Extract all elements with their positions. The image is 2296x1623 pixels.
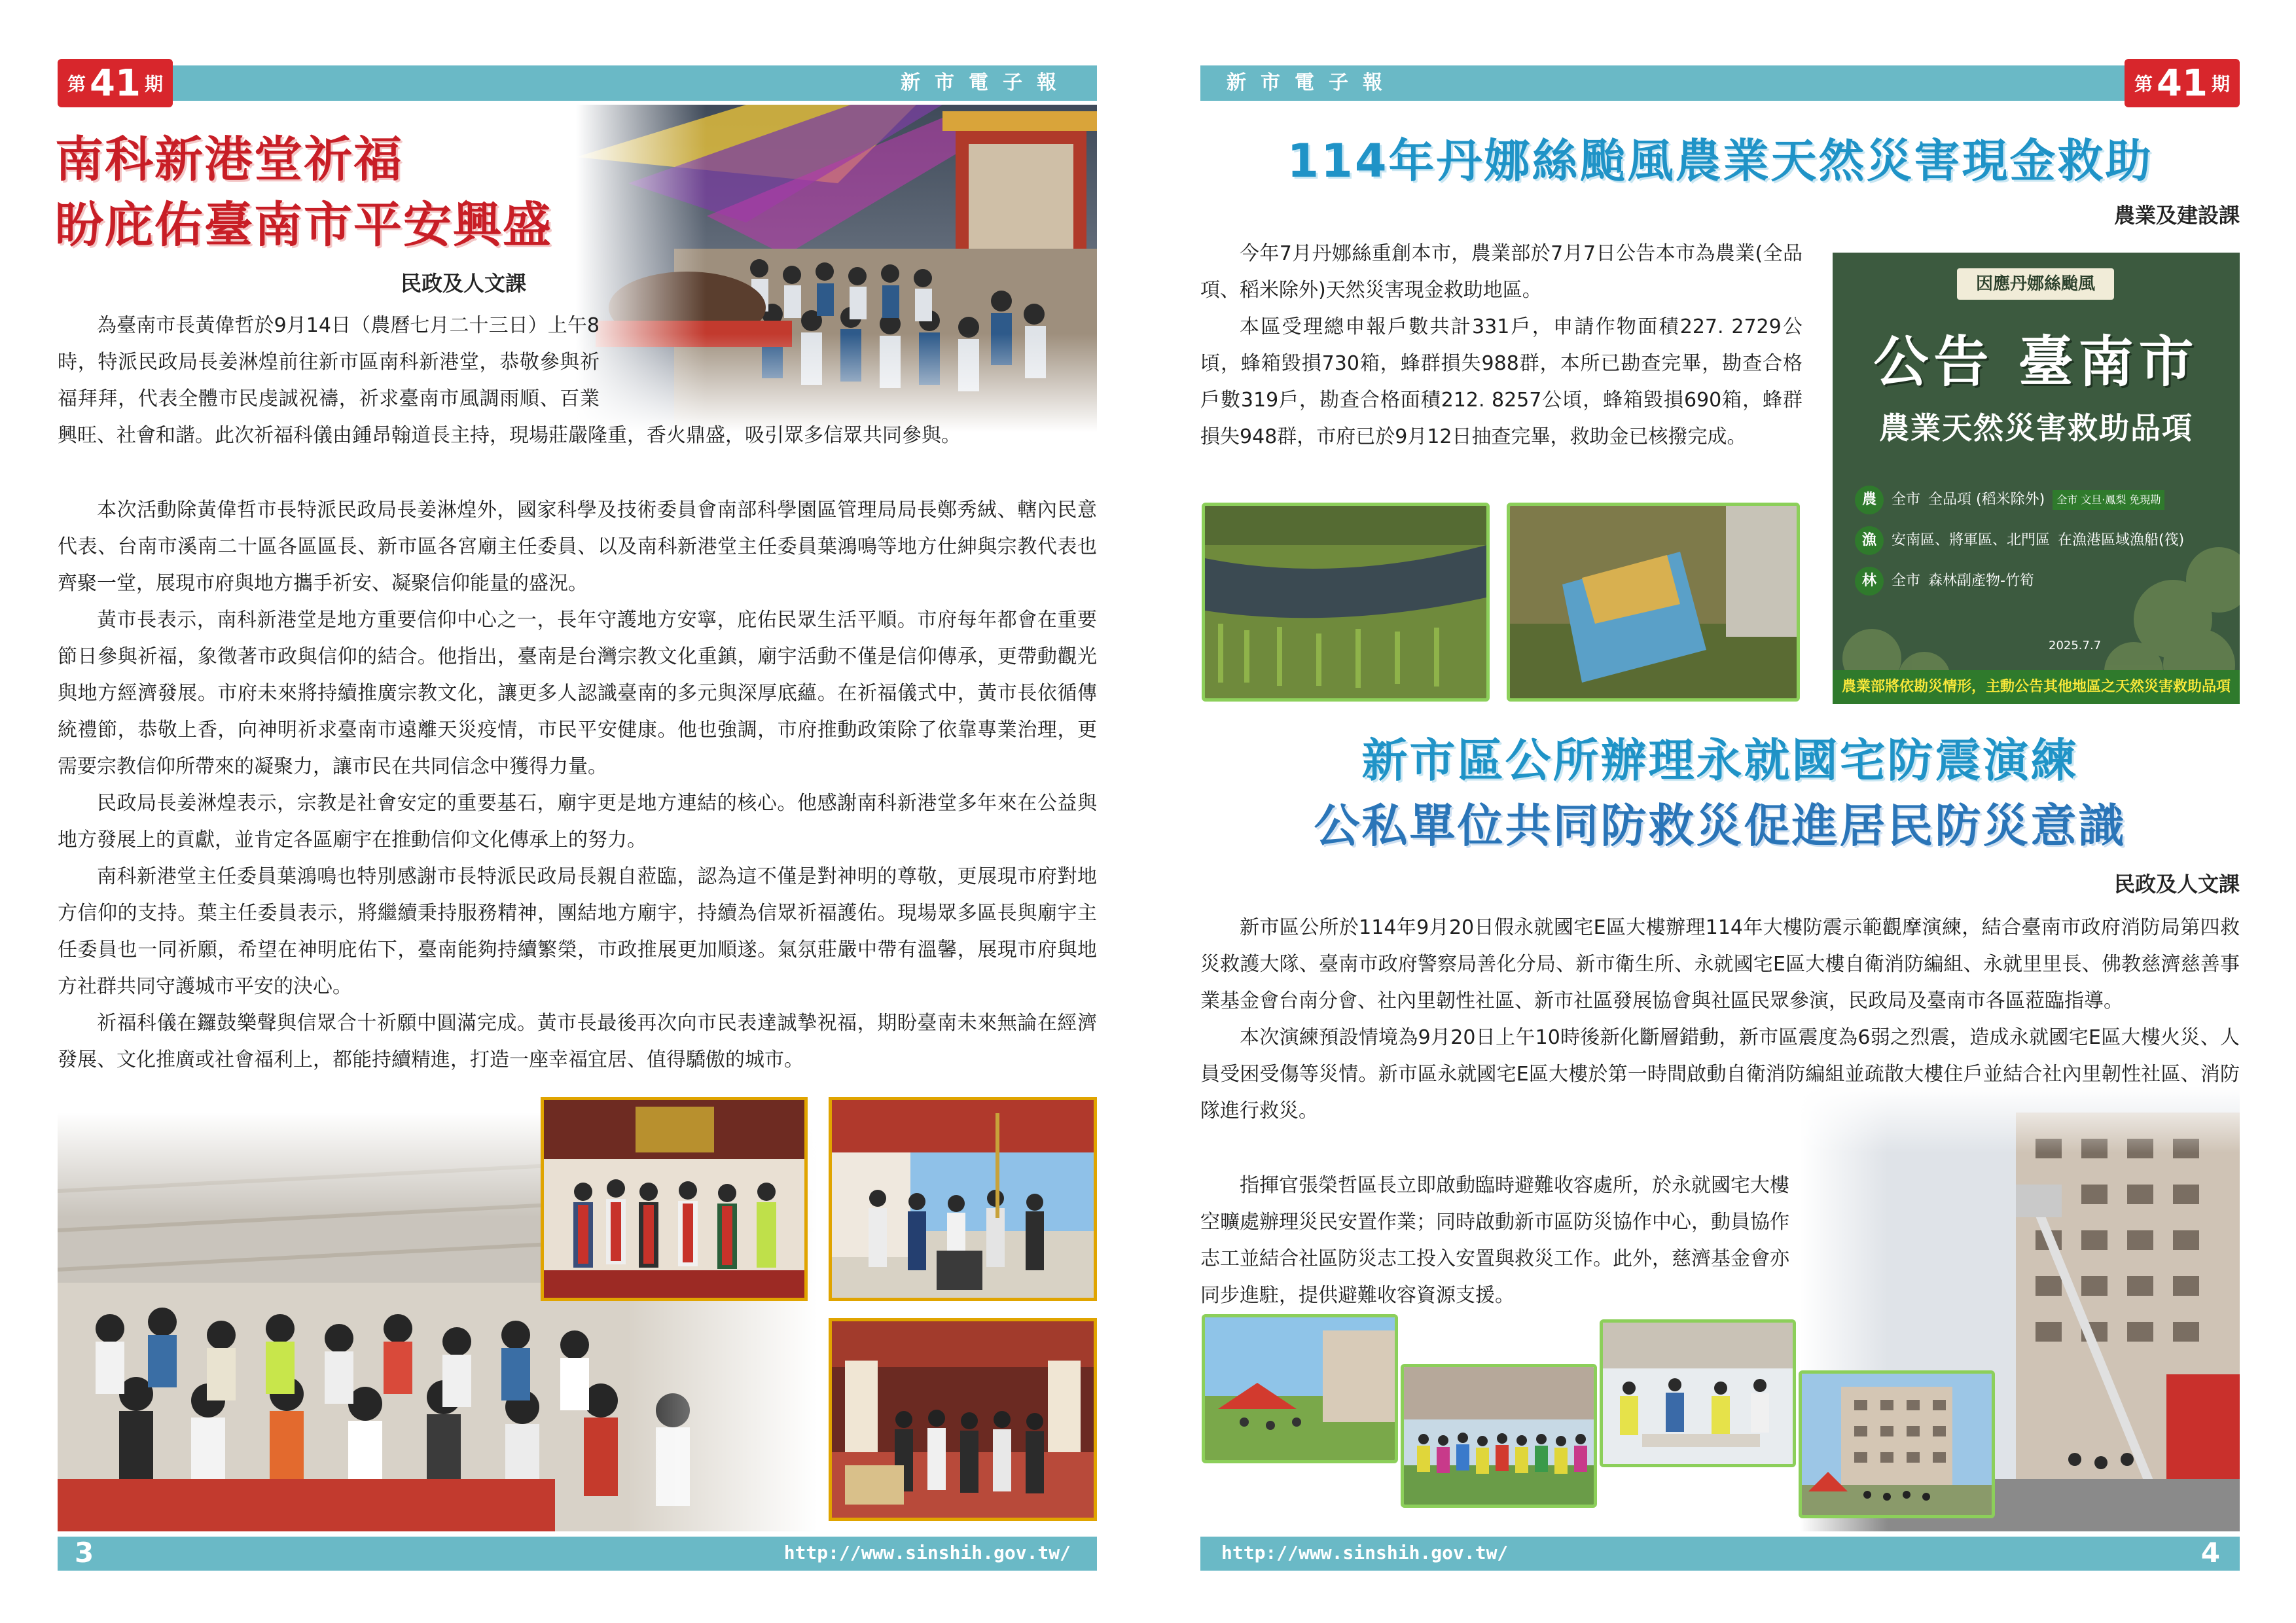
left-header-band — [58, 65, 1097, 101]
poster-row-2-badge: 漁 — [1855, 526, 1884, 555]
poster-date: 2025.7.7 — [2049, 639, 2102, 652]
issue-suffix: 期 — [144, 73, 163, 95]
damaged-beehive-photo — [1507, 503, 1800, 702]
article3-paragraph-1: 新市區公所於114年9月20日假永就國宅E區大樓辦理114年大樓防震示範觀摩演練，結合臺南市政府消防局第四救災救護大隊、臺南市政府警察局善化分局、新市衛生所、永就國宅E區大樓自衛消防編組、永就里里長、佛教慈濟慈善事業基金會台南分會、社內里韌性社區、新市社區發展協會與社區民眾參演，民政局及臺南市各區蒞臨指導。 — [1200, 916, 2240, 1012]
incense-offering-photo-1 — [541, 1097, 808, 1301]
article1-title-line2: 盼庇佑臺南市平安興盛 — [55, 197, 552, 253]
right-footer-band — [1200, 1537, 2240, 1571]
poster-row-3 — [1855, 564, 2221, 598]
article1-paragraph-2: 本次活動除黃偉哲市長特派民政局長姜淋煌外，國家科學及技術委員會南部科學園區管理局局長鄭秀絨、轄內民意代表、台南市溪南二十區各區區長、新市區各宮廟主任委員、以及南科新港堂主任委員葉鴻鳴等地方仕紳與宗教代表也齊聚一堂，展現市府與地方攜手祈安、凝聚信仰能量的盛況。 — [58, 499, 1097, 595]
article1-paragraph-6: 祈福科儀在鑼鼓樂聲與信眾合十祈願中圓滿完成。黃市長最後再次向市民表達誠摯祝福，期盼臺南未來無論在經濟發展、文化推廣或社會福利上，都能持續精進，打造一座幸福宜居、值得驕傲的城市。 — [58, 1012, 1097, 1071]
poster-row-3-area: 全市 — [1892, 573, 1921, 589]
issue-number: 41 — [2157, 62, 2208, 105]
left-newspaper-name: 新市電子報 — [901, 71, 1071, 94]
right-footer-url[interactable]: http://www.sinshih.gov.tw/ — [1221, 1542, 1509, 1563]
right-page-number: 4 — [2200, 1537, 2220, 1569]
poster-row-3-items: 森林副產物-竹筍 — [1928, 573, 2034, 589]
issue-prefix: 第 — [2134, 73, 2153, 95]
right-issue-badge — [2125, 59, 2240, 107]
article1-paragraph-4: 民政局長姜淋煌表示，宗教是社會安定的重要基石，廟宇更是地方連結的核心。他感謝南科新港堂多年來在公益與地方發展上的貢獻，並肯定各區廟宇在推動信仰文化傳承上的努力。 — [58, 792, 1097, 851]
article3-paragraph-3: 指揮官張榮哲區長立即啟動臨時避難收容處所，於永就國宅大樓空曠處辦理災民安置作業；同時啟動新市區防災協作中心，動員協作志工並結合社區防災志工投入安置與救災工作。此外，慈濟基金會亦同步進駐，提供避難收容資源支援。 — [1200, 1174, 1789, 1307]
right-newspaper-name: 新市電子報 — [1227, 71, 1397, 94]
issue-number: 41 — [90, 62, 141, 105]
article2-body — [1200, 236, 1803, 455]
article2-title: 114年丹娜絲颱風農業天然災害現金救助 — [1287, 134, 2153, 188]
poster-caption: 農業部將依勘災情形，主動公告其他地區之天然災害救助品項 — [1833, 670, 2240, 704]
poster-subhead: 農業天然災害救助品項 — [1879, 410, 2193, 446]
article1-title-line1: 南科新港堂祈福 — [55, 132, 403, 188]
article1-body — [58, 492, 1097, 1079]
article1-paragraph-1 — [58, 308, 1097, 454]
article1-paragraph-1-text: 為臺南市長黃偉哲於9月14日（農曆七月二十三日）上午8時，特派民政局長姜淋煌前往新市區南科新港堂，恭敬參與祈福拜拜，代表全體市民虔誠祝禱，祈求臺南市風調雨順、百業興旺、社會和諧。此次祈福科儀由鍾昂翰道長主持，現場莊嚴隆重，香火鼎盛，吸引眾多信眾共同參與。 — [58, 314, 961, 447]
poster-row-2-area: 安南區、將軍區、北門區 — [1892, 532, 2051, 548]
poster-row-2-items: 在漁港區域漁船(筏) — [2058, 532, 2185, 548]
article3-department: 民政及人文課 — [2113, 872, 2240, 897]
drill-building-photo — [1799, 1370, 1995, 1518]
poster-row-1-area: 全市 — [1892, 491, 1921, 508]
drill-tent-photo — [1202, 1314, 1398, 1463]
poster-row-1-badge: 農 — [1855, 486, 1884, 514]
poster-row-1-items: 全品項 (稻米除外) — [1928, 491, 2045, 508]
left-issue-badge — [58, 59, 173, 107]
flooded-field-photo — [1202, 503, 1490, 702]
agriculture-relief-poster — [1833, 253, 2240, 704]
article1-paragraph-5: 南科新港堂主任委員葉鴻鳴也特別感謝市長特派民政局長親自蒞臨，認為這不僅是對神明的尊敬，更展現市府對地方信仰的支持。葉主任委員表示，將繼續秉持服務精神，團結地方廟宇，持續為信眾祈福護佑。現場眾多區長與廟宇主任委員也一同祈願，希望在神明庇佑下，臺南能夠持續繁榮，市政推展更加順遂。氣氛莊嚴中帶有溫馨，展現市府與地方社群共同守護城市平安的決心。 — [58, 865, 1097, 998]
article1-paragraph-3: 黃市長表示，南科新港堂是地方重要信仰中心之一，長年守護地方安寧，庇佑民眾生活平順。市府每年都會在重要節日參與祈福，象徵著市政與信仰的結合。他指出，臺南是台灣宗教文化重鎮，廟宇活動不僅是信仰傳承，更帶動觀光與地方經濟發展。市府未來將持續推廣宗教文化，讓更多人認識臺南的多元與深厚底蘊。在祈福儀式中，黃市長依循傳統禮節，恭敬上香，向神明祈求臺南市遠離天災疫情，市民平安健康。他也強調，市府推動政策除了依靠專業治理，更需要宗教信仰所帶來的凝聚力，讓市民在共同信念中獲得力量。 — [58, 609, 1097, 778]
article3-title-line2: 公私單位共同防救災促進居民防災意識 — [1314, 799, 2126, 853]
right-header-band — [1200, 65, 2240, 101]
issue-suffix: 期 — [2211, 73, 2230, 95]
poster-headline: 公告 臺南市 — [1873, 330, 2199, 394]
temple-interior-photo — [829, 1318, 1097, 1521]
left-page-number: 3 — [75, 1537, 94, 1569]
article2-paragraph-1: 今年7月丹娜絲重創本市，農業部於7月7日公告本市為農業(全品項、稻米除外)天然災害現金救助地區。 — [1200, 242, 1803, 302]
article3-body-bottom — [1200, 1168, 1789, 1314]
article1-department: 民政及人文課 — [401, 271, 527, 296]
article3-title-line1: 新市區公所辦理永就國宅防震演練 — [1361, 734, 2079, 787]
left-footer-band — [58, 1537, 1097, 1571]
drill-rescue-photo — [1600, 1319, 1796, 1467]
left-footer-url[interactable]: http://www.sinshih.gov.tw/ — [783, 1542, 1071, 1563]
incense-offering-photo-2 — [829, 1097, 1097, 1301]
drill-group-photo — [1401, 1364, 1597, 1508]
issue-prefix: 第 — [67, 73, 86, 95]
article2-paragraph-2: 本區受理總申報戶數共計331戶，申請作物面積227. 2729公頃，蜂箱毀損730箱，蜂群損失988群，本所已勘查完畢，勘查合格戶數319戶，勘查合格面積212. 8257公頃，蜂箱毀損690箱，蜂群損失948群，市府已於9月12日抽查完畢，救助金已核撥完成。 — [1200, 315, 1803, 448]
poster-row-1-note: 全市 文旦·鳳梨 免現勘 — [2053, 490, 2164, 510]
poster-tag: 因應丹娜絲颱風 — [1957, 268, 2114, 300]
poster-row-3-badge: 林 — [1855, 567, 1884, 596]
poster-row-2 — [1855, 524, 2221, 558]
article3-paragraph-2: 本次演練預設情境為9月20日上午10時後新化斷層錯動，新市區震度為6弱之烈震，造成永就國宅E區大樓火災、人員受困受傷等災情。新市區永就國宅E區大樓於第一時間啟動自衛消防編組並疏散大樓住戶並結合社內里韌性社區、消防隊進行救災。 — [1200, 1026, 2240, 1122]
poster-row-1 — [1855, 483, 2221, 517]
article2-department: 農業及建設課 — [2113, 203, 2240, 228]
